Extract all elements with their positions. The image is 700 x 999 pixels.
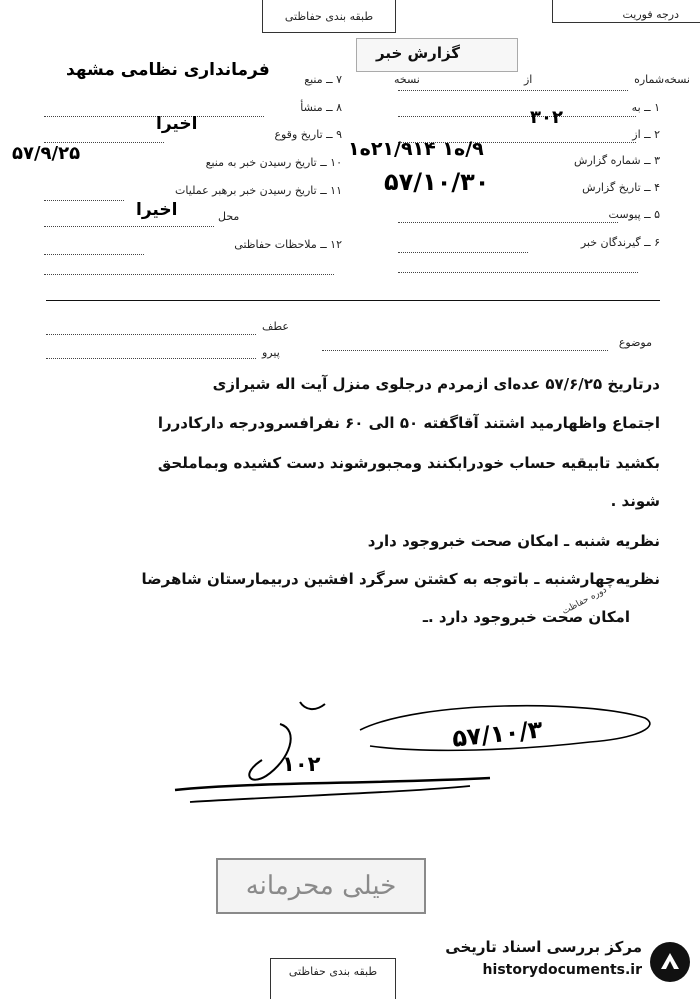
origin-label: ۸ ــ منشأ — [300, 101, 342, 114]
body-line-3: بکشید تابیقیه حساب خودرابکنند ومجبورشوند دست کشیده وبماملحق — [157, 454, 660, 472]
received-source-value: ۵۷/۹/۲۵ — [12, 143, 81, 164]
to-label: ۱ ــ به — [631, 101, 660, 114]
received-ops-value: اخیرا — [136, 200, 178, 220]
copy-number-label: نسخه‌شماره — [634, 73, 690, 86]
subject-dots — [322, 350, 608, 351]
report-title-stamp-box — [356, 38, 518, 72]
place-label: محل — [218, 210, 240, 223]
signature-number: ۱۰۲ — [282, 752, 321, 776]
confidential-stamp — [216, 858, 426, 914]
to-dots — [398, 116, 636, 117]
copy-dots — [398, 90, 628, 91]
source-label: ۷ ــ منبع — [304, 73, 342, 86]
body-line-5: نظریه شنبه ـ امکان صحت خبروجود دارد — [367, 532, 660, 550]
signature-scribble — [170, 690, 670, 830]
recipients-dots — [398, 252, 528, 253]
attachment-label: ۵ ــ پیوست — [608, 208, 660, 221]
from-label: از — [524, 73, 533, 86]
classification-header-box — [262, 0, 396, 33]
body-line-1: درتاریخ ۵۷/۶/۲۵ عده‌ای ازمردم درجلوی منزل آیت اله شیرازی — [212, 375, 660, 393]
body-line-4: شوند . — [610, 492, 660, 510]
remarks-label: ۱۲ ــ ملاحظات حفاظتی — [234, 238, 342, 251]
body-line-6: نظریه‌چهارشنبه ـ باتوجه به کشتن سرگرد افشین دربیمارستان شاهرضا — [141, 570, 660, 588]
follow-dots — [46, 358, 256, 359]
remarks-dots — [44, 254, 144, 255]
copy-label: نسخه — [394, 73, 420, 86]
received-source-label: ۱۰ ــ تاریخ رسیدن خبر به منبع — [205, 156, 342, 169]
signature-date: ۵۷/۱۰/۳ — [450, 715, 544, 753]
footer-classification-label: طبقه بندی حفاظتی — [288, 965, 378, 978]
follow-label: پیرو — [262, 346, 280, 359]
place-dots — [44, 226, 214, 227]
remarks-dots-2 — [44, 274, 334, 275]
received-ops-label: ۱۱ ــ تاریخ رسیدن خبر برهبر عملیات — [175, 184, 342, 197]
report-title: گزارش خبر — [376, 44, 461, 62]
archive-logo-icon — [650, 942, 690, 982]
report-date-value: ۵۷/۱۰/۳۰ — [384, 168, 490, 196]
body-line-2: اجتماع واظهارمید اشتند آقاگفته ۵۰ الی ۶۰ نفرافسرودرجه دارکادررا — [157, 414, 660, 432]
priority-label: درجه فوریت — [622, 8, 679, 21]
reference-dots — [46, 334, 256, 335]
attachment-dots — [398, 222, 618, 223]
recipients-dots-2 — [398, 272, 638, 273]
recipients-label: ۶ ــ گیرندگان خبر — [580, 236, 660, 249]
source-value: فرمانداری نظامی مشهد — [66, 60, 270, 80]
received-ops-dots — [44, 200, 124, 201]
origin-dots — [44, 116, 264, 117]
report-date-label: ۴ ــ تاریخ گزارش — [582, 181, 660, 194]
confidential-stamp-text: خیلی محرمانه — [245, 871, 397, 901]
event-date-label: ۹ ــ تاریخ وقوع — [274, 128, 342, 141]
margin-note: دوره حفاظت — [560, 585, 609, 617]
body-line-7: امکان صحت خبروجود دارد .ـ — [422, 608, 630, 626]
from2-label: ۲ ــ از — [632, 128, 660, 141]
subject-label: موضوع — [618, 336, 652, 349]
classification-header-label: طبقه بندی حفاظتی — [284, 10, 374, 23]
from2-value: ۳۰۲ — [530, 107, 563, 128]
reference-label: عطف — [262, 320, 289, 333]
priority-box — [552, 0, 700, 23]
archive-watermark — [434, 934, 694, 990]
footer-classification-box — [270, 958, 396, 999]
report-number-value: ۹/ه۱ ۲۱/۹۱۴ه۱ — [348, 138, 484, 160]
archive-brand: مرکز بررسی اسناد تاریخی — [445, 938, 642, 956]
report-number-label: ۳ ــ شماره گزارش — [574, 154, 660, 167]
archive-url: historydocuments.ir — [482, 962, 642, 978]
event-date-value: اخیرا — [156, 114, 198, 134]
header-divider — [46, 300, 660, 301]
